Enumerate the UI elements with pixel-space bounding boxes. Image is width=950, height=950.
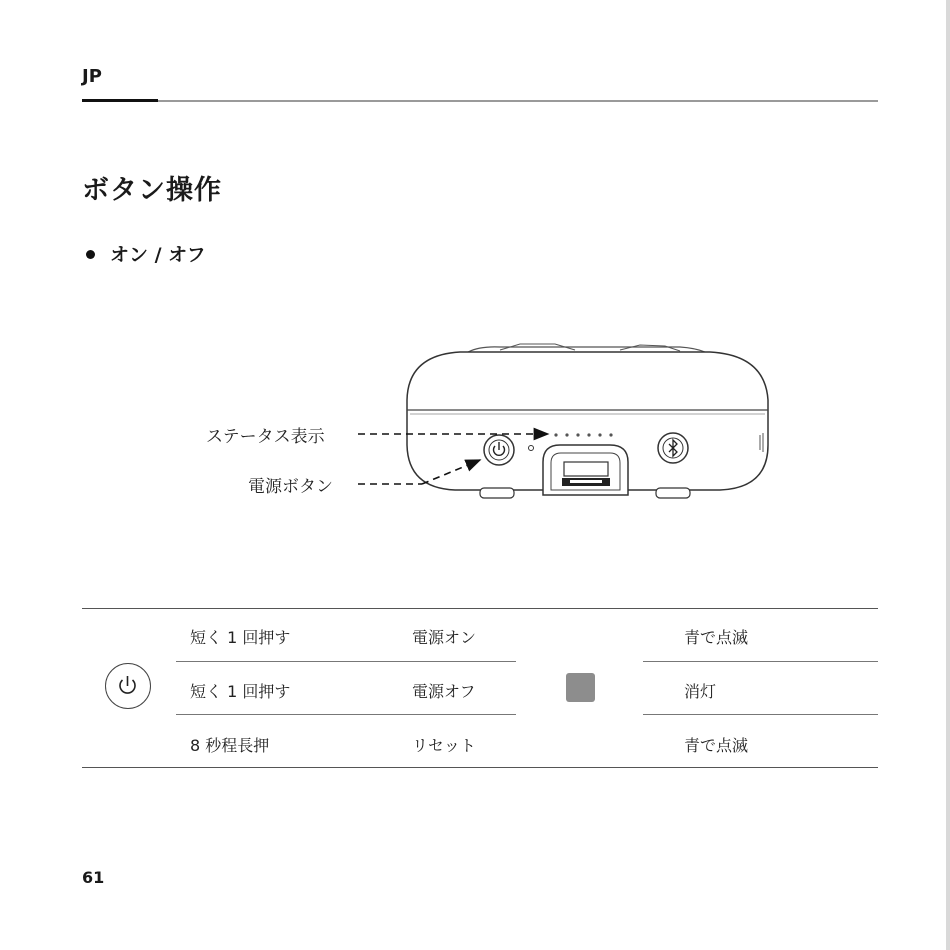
table-cell-result: 電源オン	[412, 628, 477, 647]
power-button-label: 電源ボタン	[248, 477, 333, 497]
status-indicator-label: ステータス表示	[206, 427, 325, 447]
device-illustration	[0, 300, 950, 520]
table-row-divider	[643, 661, 878, 662]
table-cell-action: 短く 1 回押す	[190, 628, 291, 647]
table-cell-led: 青で点滅	[684, 628, 749, 647]
table-row-divider	[643, 714, 878, 715]
power-icon	[484, 435, 514, 465]
page-number: 61	[82, 868, 105, 887]
table-row-divider	[176, 661, 516, 662]
led-status-swatch	[566, 673, 595, 702]
table-cell-action: 8 秒程長押	[190, 736, 270, 755]
language-label: JP	[82, 66, 102, 87]
table-cell-led: 青で点滅	[684, 736, 749, 755]
table-cell-result: 電源オフ	[412, 682, 476, 701]
header-rule	[158, 100, 878, 102]
table-cell-led: 消灯	[684, 682, 717, 701]
table-cell-action: 短く 1 回押す	[190, 682, 291, 701]
section-subtitle: オン / オフ	[110, 244, 206, 266]
table-row-divider	[176, 714, 516, 715]
table-top-rule	[82, 608, 878, 609]
device-diagram	[0, 300, 950, 520]
bluetooth-icon	[658, 433, 688, 463]
bullet-icon	[86, 250, 95, 259]
page-title: ボタン操作	[82, 175, 222, 206]
header-rule-accent	[82, 99, 158, 102]
power-icon	[105, 663, 151, 709]
table-cell-result: リセット	[412, 736, 476, 755]
table-bottom-rule	[82, 767, 878, 768]
